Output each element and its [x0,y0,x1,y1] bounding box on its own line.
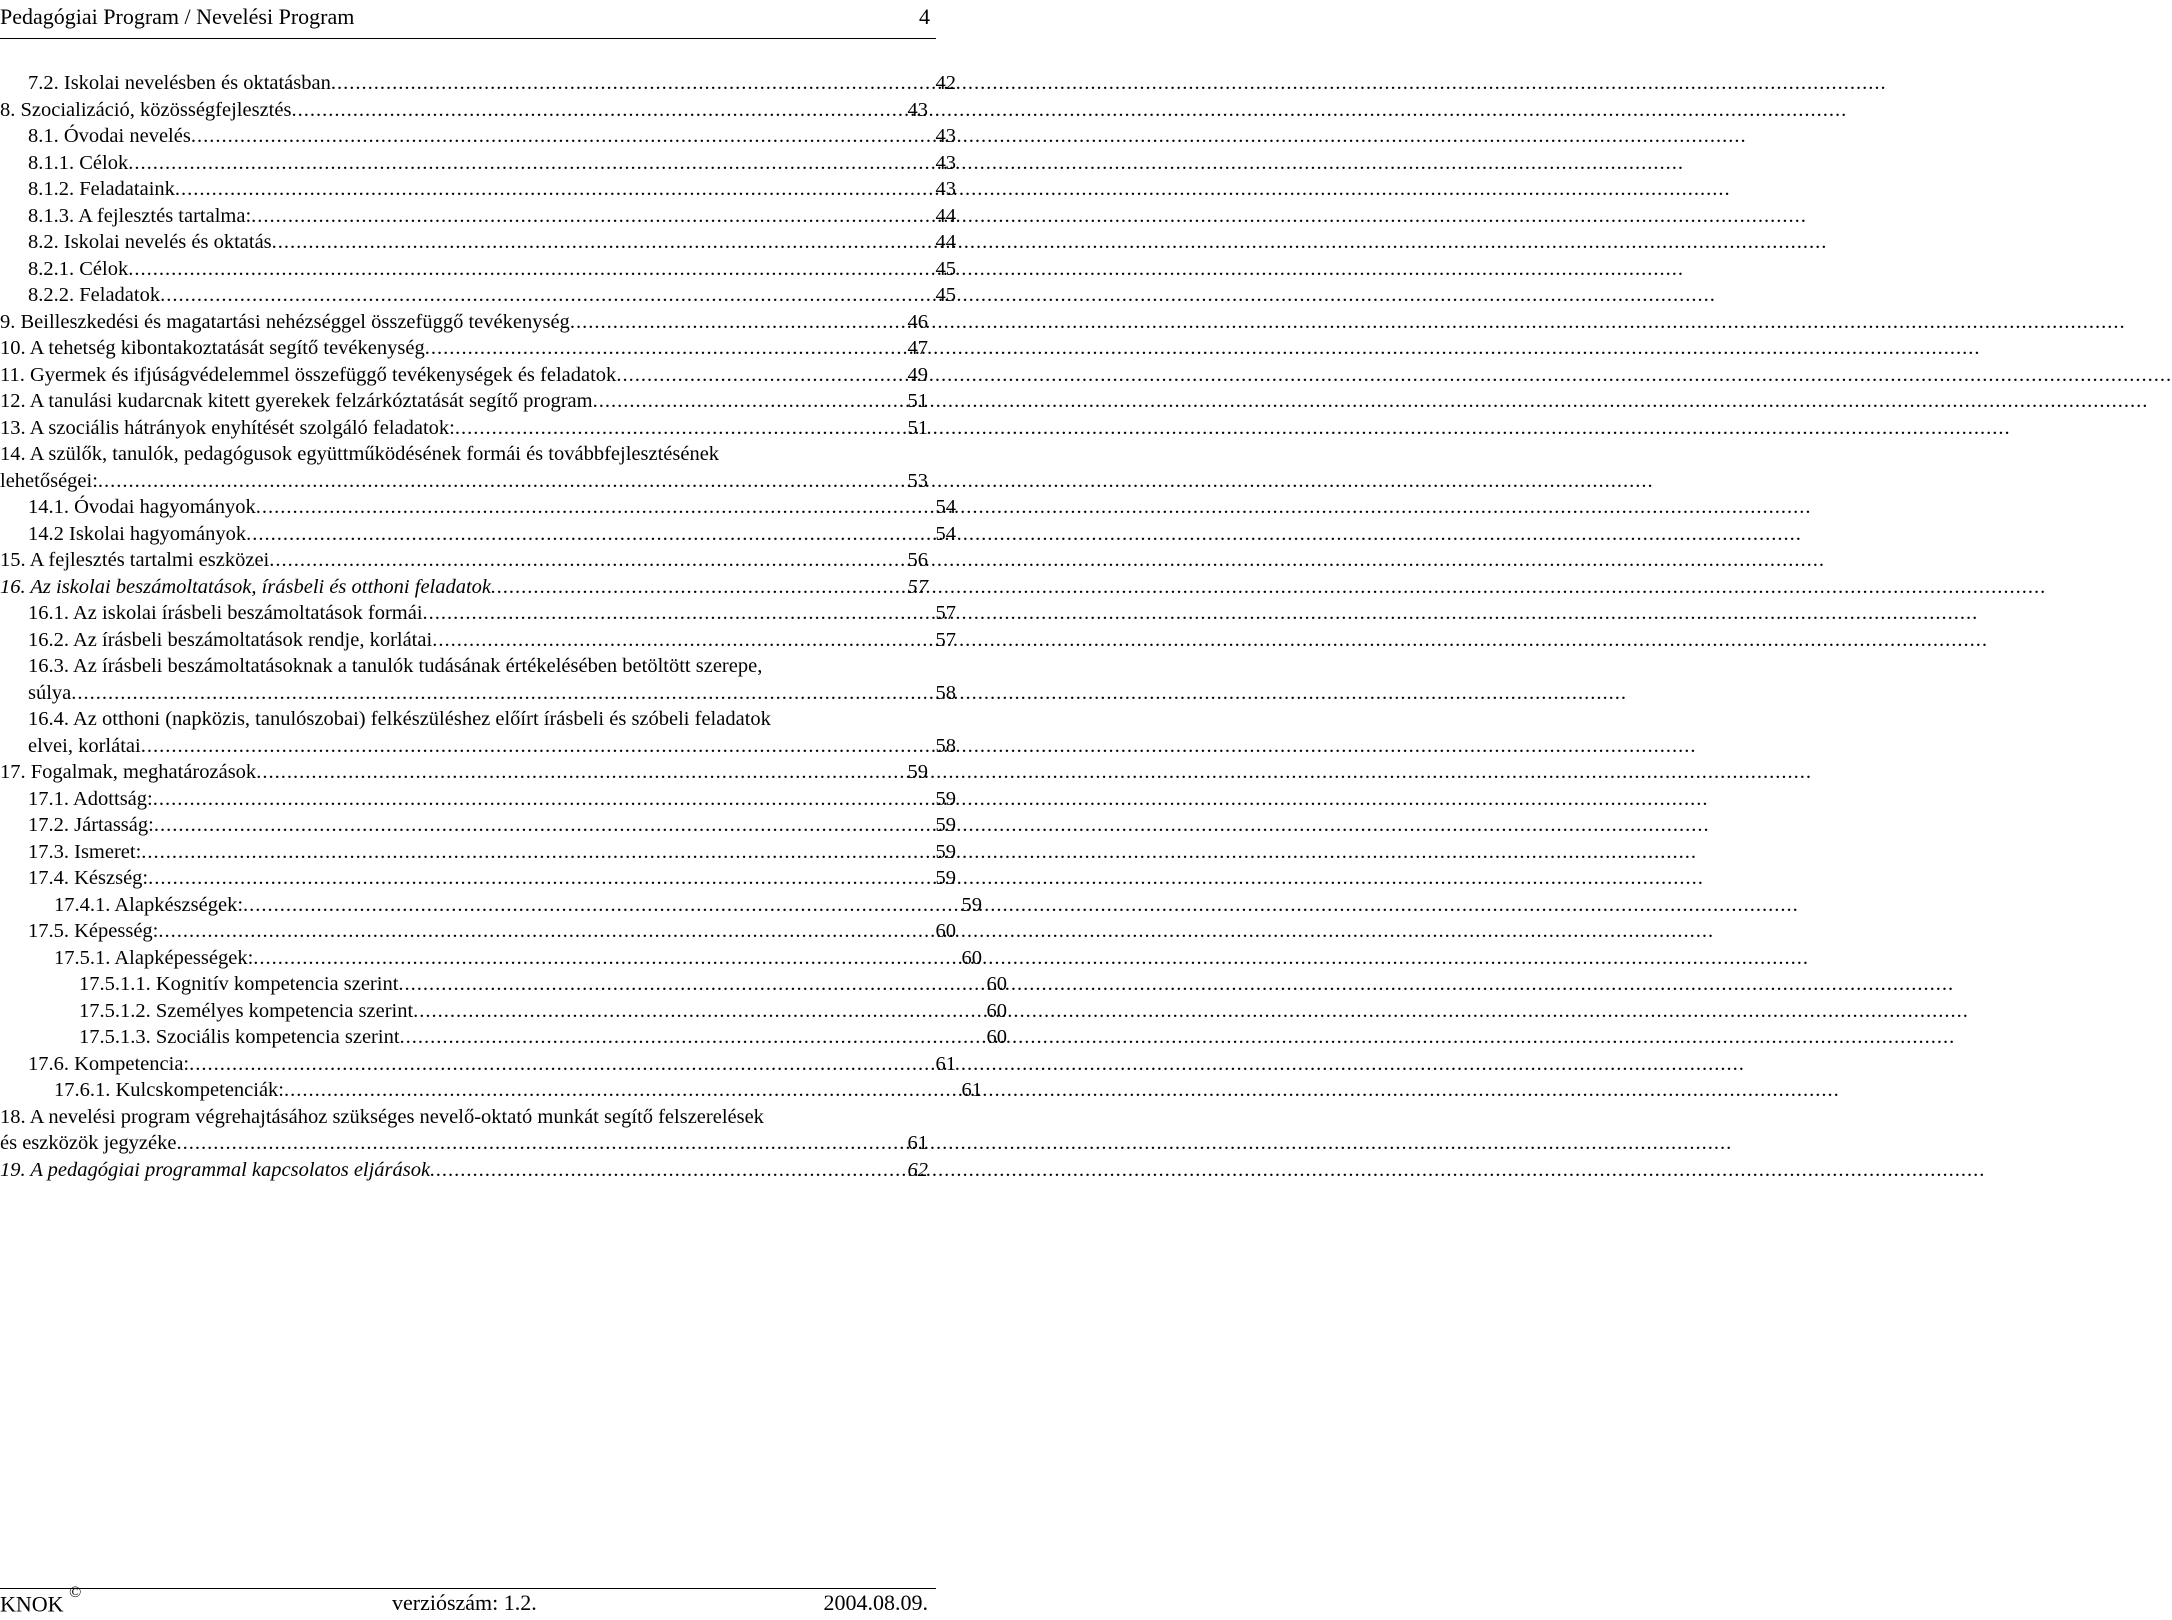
toc-entry-title: 17.5.1.3. Szociális kompetencia szerint [79,1026,400,1048]
toc-entry-title: 16.2. Az írásbeli beszámoltatások rendje, korlátai [28,628,433,651]
toc-page-number: 58 [935,681,956,704]
toc-dot-leader [423,600,934,627]
toc-dot-leader [128,256,933,283]
toc-entry[interactable] [0,70,956,97]
toc-page-number: 46 [907,310,928,333]
toc-entry[interactable] [0,865,956,892]
toc-page-number: 57 [935,628,956,651]
toc-entry[interactable] [0,415,928,442]
toc-dot-leader [413,998,984,1025]
toc-entry-title: 17.3. Ismeret: [28,840,142,863]
toc-dot-leader [189,1051,933,1078]
toc-entry-title-continuation: elvei, korlátai [28,734,141,757]
page-header [0,0,960,34]
toc-page-number: 61 [961,1079,982,1101]
toc-page-number: 43 [935,178,956,200]
toc-dot-leader [154,812,934,839]
footer-date: 2004.08.09. [823,1590,928,1615]
toc-entry[interactable] [0,653,956,706]
toc-dot-leader [256,494,934,521]
copyright-symbol: © [69,1584,82,1601]
toc-entry[interactable] [0,388,928,415]
toc-entry-title: 17.4. Készség: [28,867,149,889]
toc-page-number: 60 [986,999,1007,1022]
toc-dot-leader [141,733,934,760]
toc-entry[interactable] [0,759,928,786]
toc-page-number: 44 [935,231,956,253]
toc-page-number: 54 [935,496,956,518]
toc-entry[interactable] [0,256,956,283]
toc-page-number: 54 [935,522,956,545]
toc-page-number: 43 [907,98,928,121]
toc-entry-title: 18. A nevelési program végrehajtásához szükséges nevelő-oktató munkát segítő felszerelések [0,1105,764,1128]
toc-page-number: 51 [907,390,928,412]
toc-dot-leader [243,892,959,919]
toc-entry[interactable] [0,918,956,945]
toc-dot-leader [71,680,933,707]
toc-dot-leader [269,547,905,574]
toc-entry-title: 16. Az iskolai beszámoltatások, írásbeli és otthoni feladatok [0,575,492,598]
toc-dot-leader [291,97,905,124]
toc-entry-title: 19. A pedagógiai programmal kapcsolatos eljárások [0,1158,431,1181]
toc-entry[interactable] [0,839,956,866]
toc-page-number: 59 [935,787,956,810]
toc-entry-title: 14.2 Iskolai hagyományok [28,522,247,545]
toc-dot-leader [455,415,906,442]
toc-page-number: 59 [935,814,956,836]
document-title: Pedagógiai Program / Nevelési Program [0,4,355,29]
toc-entry[interactable] [0,362,928,389]
toc-entry-title: 14.1. Óvodai hagyományok [28,496,256,518]
toc-dot-leader [425,335,906,362]
toc-entry[interactable] [0,203,956,230]
page-footer [0,1584,960,1620]
table-of-contents [0,70,1007,1183]
footer-org: KNOK © [0,1584,82,1617]
toc-entry-title-continuation: súlya [28,681,72,704]
toc-entry-title: 8.2.2. Feladatok [28,284,161,306]
toc-entry[interactable] [0,441,928,494]
toc-entry-title-continuation: és eszközök jegyzéke [0,1132,177,1154]
toc-entry-title: 15. A fejlesztés tartalmi eszközei [0,549,270,571]
header-rule [0,38,936,39]
toc-dot-leader [272,229,934,256]
toc-page-number: 45 [935,284,956,306]
toc-entry[interactable] [0,627,956,654]
footer-rule [0,1588,936,1589]
toc-dot-leader [251,203,933,230]
toc-page-number: 59 [935,867,956,889]
page-number: 4 [919,4,930,29]
toc-entry-title: 17.6.1. Kulcskompetenciák: [54,1079,285,1101]
toc-entry-title: 16.3. Az írásbeli beszámoltatásoknak a tanulók tudásának értékelésében betöltött szerepe, [28,655,763,677]
toc-entry[interactable] [0,309,928,336]
toc-entry[interactable] [0,574,928,601]
toc-entry-title: 17.5.1.1. Kognitív kompetencia szerint [79,973,399,995]
toc-entry[interactable] [0,229,956,256]
toc-page-number: 45 [935,257,956,280]
toc-entry[interactable] [0,1024,1007,1051]
toc-dot-leader [175,176,934,203]
toc-page-number: 59 [935,840,956,863]
toc-page-number: 57 [907,575,928,598]
toc-entry-title: 17. Fogalmak, meghatározások [0,761,257,783]
toc-dot-leader [253,945,959,972]
toc-page-number: 62 [907,1158,928,1181]
toc-entry[interactable] [0,786,956,813]
toc-entry[interactable] [0,494,956,521]
footer-version: verziószám: 1.2. [392,1590,537,1615]
toc-page-number: 60 [935,920,956,942]
toc-dot-leader [570,309,906,336]
toc-entry-title: 8.1.2. Feladataink [28,178,175,200]
toc-entry-title: 8. Szocializáció, közösségfejlesztés [0,98,292,121]
toc-entry[interactable] [0,812,956,839]
toc-page-number: 47 [907,337,928,359]
toc-entry[interactable] [0,521,956,548]
toc-entry-title: 17.1. Adottság: [28,787,153,810]
toc-entry-title: 17.5.1. Alapképességek: [54,946,254,969]
toc-page-number: 60 [986,973,1007,995]
toc-dot-leader [398,971,984,998]
toc-entry-title: 10. A tehetség kibontakoztatását segítő tevékenység [0,337,425,359]
toc-entry[interactable] [0,150,956,177]
toc-dot-leader [593,388,906,415]
toc-dot-leader [246,521,933,548]
toc-entry[interactable] [0,97,928,124]
toc-page-number: 44 [935,204,956,227]
toc-entry-title: 7.2. Iskolai nevelésben és oktatásban [28,72,331,94]
toc-entry[interactable] [0,123,956,150]
toc-entry-title: 8.1.1. Célok [28,151,129,174]
toc-entry[interactable] [0,600,956,627]
toc-page-number: 57 [935,602,956,624]
toc-dot-leader [191,123,934,150]
toc-entry-title-continuation: lehetőségei: [0,469,98,492]
toc-entry[interactable] [0,176,956,203]
toc-entry-title: 8.1. Óvodai nevelés [28,125,191,147]
toc-entry-title: 9. Beilleszkedési és magatartási nehézséggel összefüggő tevékenység [0,310,570,333]
toc-entry[interactable] [0,1051,956,1078]
toc-dot-leader [491,574,905,601]
toc-entry-title: 8.2. Iskolai nevelés és oktatás [28,231,272,253]
toc-dot-leader [128,150,933,177]
toc-page-number: 59 [961,893,982,916]
toc-page-number: 53 [907,469,928,492]
toc-entry-title: 16.1. Az iskolai írásbeli beszámoltatások formái [28,602,423,624]
toc-entry-title: 8.1.3. A fejlesztés tartalma: [28,204,252,227]
toc-page-number: 61 [935,1052,956,1075]
toc-entry[interactable] [0,282,956,309]
toc-entry[interactable] [0,706,956,759]
toc-dot-leader [141,839,933,866]
toc-dot-leader [158,918,933,945]
toc-page-number: 58 [935,734,956,757]
toc-entry[interactable] [0,335,928,362]
toc-page-number: 43 [935,151,956,174]
toc-dot-leader [331,70,934,97]
toc-entry-title: 8.2.1. Célok [28,257,129,280]
toc-entry-title: 17.2. Jártasság: [28,814,154,836]
toc-entry-title: 17.6. Kompetencia: [28,1052,190,1075]
toc-dot-leader [160,282,933,309]
toc-entry[interactable] [0,945,982,972]
toc-dot-leader [616,362,905,389]
toc-dot-leader [148,865,933,892]
toc-page-number: 61 [907,1132,928,1154]
toc-page-number: 56 [907,549,928,571]
toc-entry[interactable] [0,547,928,574]
toc-entry[interactable] [0,998,1007,1025]
toc-dot-leader [432,627,933,654]
toc-dot-leader [256,759,905,786]
toc-entry[interactable] [0,1104,928,1157]
toc-entry[interactable] [0,892,982,919]
toc-entry-title: 17.4.1. Alapkészségek: [54,893,244,916]
toc-dot-leader [176,1130,905,1157]
toc-page-number: 49 [907,363,928,386]
toc-entry[interactable] [0,971,1007,998]
toc-entry[interactable] [0,1157,928,1184]
toc-entry-title: 12. A tanulási kudarcnak kitett gyerekek felzárkóztatását segítő program [0,390,593,412]
toc-page-number: 60 [986,1026,1007,1048]
toc-page-number: 43 [935,125,956,147]
toc-entry-title: 17.5.1.2. Személyes kompetencia szerint [79,999,414,1022]
toc-entry-title: 13. A szociális hátrányok enyhítését szolgáló feladatok: [0,416,455,439]
toc-entry-title: 16.4. Az otthoni (napközis, tanulószobai) felkészüléshez előírt írásbeli és szóbeli feladatok [28,708,771,730]
toc-dot-leader [284,1077,959,1104]
toc-page-number: 59 [907,761,928,783]
toc-page-number: 51 [907,416,928,439]
toc-entry-title: 17.5. Képesség: [28,920,159,942]
toc-entry-title: 11. Gyermek és ifjúságvédelemmel összefüggő tevékenységek és feladatok [0,363,617,386]
toc-page-number: 42 [935,72,956,94]
toc-page-number: 60 [961,946,982,969]
toc-entry-title: 14. A szülők, tanulók, pedagógusok együttműködésének formái és továbbfejlesztésének [0,443,720,465]
toc-entry[interactable] [0,1077,982,1104]
toc-dot-leader [98,468,906,495]
toc-dot-leader [430,1157,905,1184]
toc-dot-leader [400,1024,985,1051]
toc-dot-leader [153,786,934,813]
